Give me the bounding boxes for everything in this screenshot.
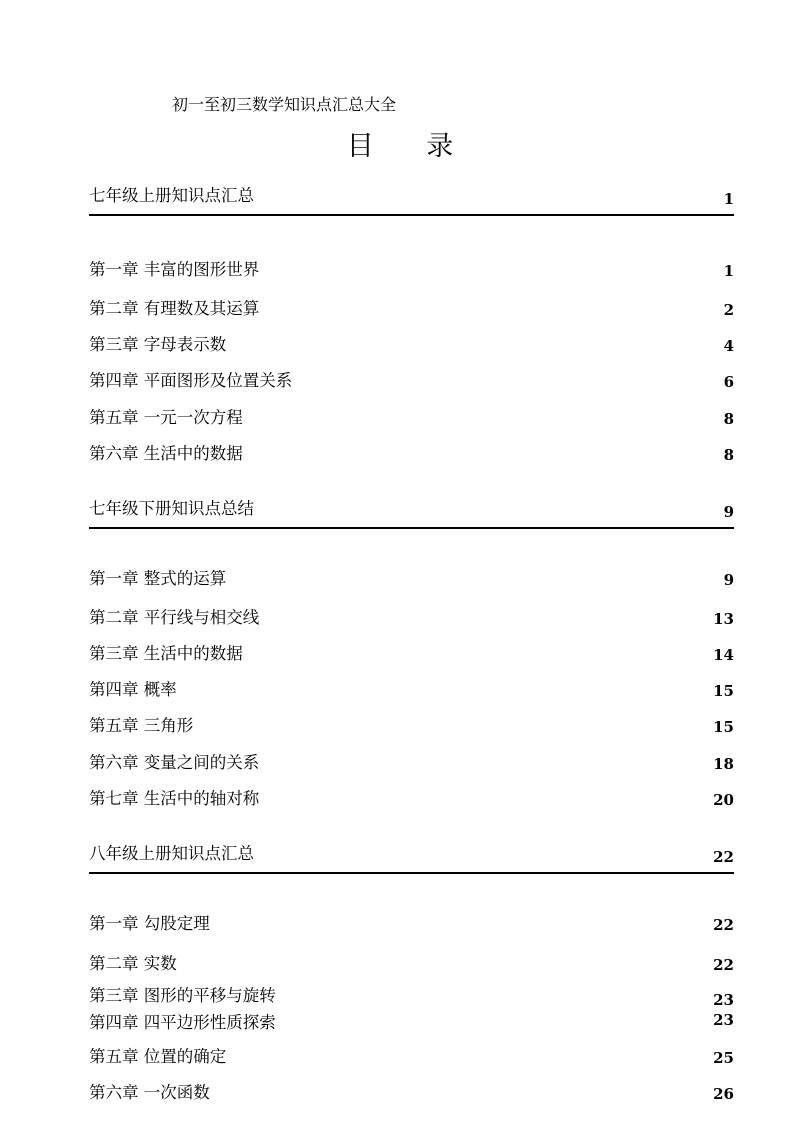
toc-entry[interactable] (89, 440, 734, 464)
toc-entry[interactable] (89, 565, 734, 589)
chapter-label: 第七章 生活中的轴对称 (89, 789, 260, 808)
toc-entry[interactable] (89, 785, 734, 809)
chapter-label: 第三章 字母表示数 (89, 335, 227, 354)
toc-entry[interactable] (89, 256, 734, 280)
toc-section[interactable] (89, 497, 734, 529)
toc-heading: 目 录 (346, 131, 476, 162)
chapter-label: 第四章 概率 (89, 680, 177, 699)
chapter-page-number: 22 (713, 916, 734, 934)
toc-entry[interactable] (89, 331, 734, 355)
toc-entry[interactable] (89, 1009, 734, 1033)
toc-entry[interactable] (89, 982, 734, 1009)
chapter-page-number: 15 (713, 718, 734, 736)
chapter-label: 第五章 位置的确定 (89, 1047, 227, 1066)
chapter-page-number: 9 (723, 571, 734, 589)
chapter-page-number: 23 (713, 1011, 734, 1029)
chapter-label: 第四章 平面图形及位置关系 (89, 371, 293, 390)
toc-entry[interactable] (89, 676, 734, 700)
section-label: 七年级上册知识点汇总 (89, 186, 254, 205)
toc-entry[interactable] (89, 295, 734, 319)
chapter-page-number: 1 (723, 262, 734, 280)
chapter-page-number: 13 (713, 610, 734, 628)
chapter-page-number: 15 (713, 682, 734, 700)
toc-entry[interactable] (89, 367, 734, 391)
toc-entry[interactable] (89, 1079, 734, 1103)
chapter-page-number: 18 (713, 755, 734, 773)
chapter-label: 第六章 变量之间的关系 (89, 753, 260, 772)
chapter-label: 第一章 整式的运算 (89, 569, 227, 588)
section-page-number: 22 (713, 848, 734, 866)
section-label: 七年级下册知识点总结 (89, 499, 254, 518)
toc-entry[interactable] (89, 604, 734, 628)
toc-entry[interactable] (89, 404, 734, 428)
chapter-label: 第三章 图形的平移与旋转 (89, 986, 276, 1005)
chapter-label: 第三章 生活中的数据 (89, 644, 243, 663)
toc-entry[interactable] (89, 640, 734, 664)
section-label: 八年级上册知识点汇总 (89, 844, 254, 863)
toc-section[interactable] (89, 842, 734, 874)
chapter-label: 第四章 四平边形性质探索 (89, 1013, 276, 1032)
chapter-page-number: 23 (713, 991, 734, 1009)
chapter-page-number: 4 (723, 337, 734, 355)
toc-entry[interactable] (89, 749, 734, 773)
chapter-label: 第二章 实数 (89, 954, 177, 973)
toc-entry[interactable] (89, 712, 734, 736)
chapter-page-number: 14 (713, 646, 734, 664)
chapter-page-number: 20 (713, 791, 734, 809)
section-page-number: 9 (723, 503, 734, 521)
chapter-label: 第一章 勾股定理 (89, 914, 210, 933)
chapter-page-number: 25 (713, 1049, 734, 1067)
section-page-number: 1 (723, 190, 734, 208)
toc-entry[interactable] (89, 910, 734, 934)
chapter-label: 第五章 一元一次方程 (89, 408, 243, 427)
chapter-page-number: 8 (723, 410, 734, 428)
chapter-label: 第六章 一次函数 (89, 1083, 210, 1102)
chapter-label: 第五章 三角形 (89, 716, 194, 735)
chapter-page-number: 26 (713, 1085, 734, 1103)
chapter-page-number: 22 (713, 956, 734, 974)
toc-entry[interactable] (89, 950, 734, 974)
chapter-page-number: 8 (723, 446, 734, 464)
toc-entry[interactable] (89, 1043, 734, 1067)
chapter-label: 第二章 平行线与相交线 (89, 608, 260, 627)
toc-section[interactable] (89, 184, 734, 216)
chapter-label: 第一章 丰富的图形世界 (89, 260, 260, 279)
chapter-label: 第六章 生活中的数据 (89, 444, 243, 463)
chapter-page-number: 2 (723, 301, 734, 319)
chapter-label: 第二章 有理数及其运算 (89, 299, 260, 318)
chapter-page-number: 6 (723, 373, 734, 391)
document-title: 初一至初三数学知识点汇总大全 (172, 95, 397, 114)
